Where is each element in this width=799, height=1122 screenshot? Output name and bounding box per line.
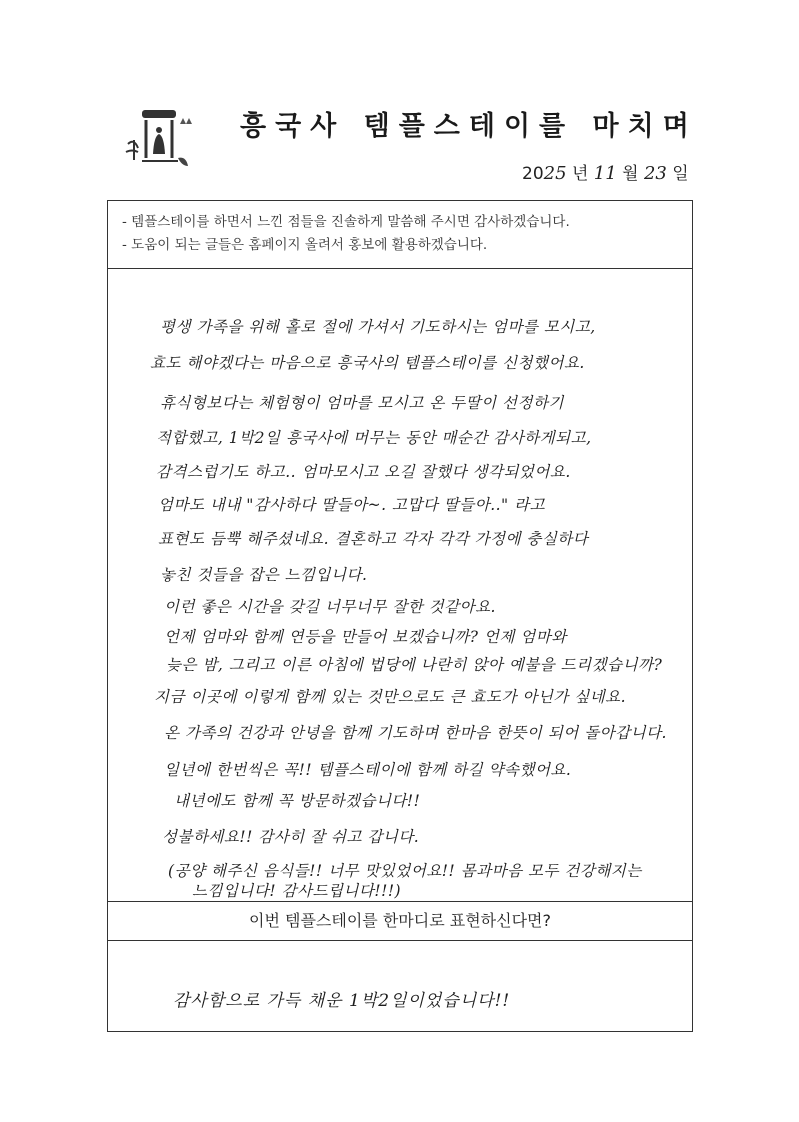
review-line: 휴식형보다는 체험형이 엄마를 모시고 온 두딸이 선정하기 bbox=[160, 394, 564, 412]
review-line: 언제 엄마와 함께 연등을 만들어 보겠습니까? 언제 엄마와 bbox=[164, 628, 567, 646]
review-line: 느낌입니다! 감사드립니다!!!) bbox=[192, 882, 402, 900]
review-form bbox=[107, 200, 693, 1032]
instructions bbox=[108, 201, 692, 269]
date-month: 11 bbox=[593, 163, 617, 184]
review-line: (공양 해주신 음식들!! 너무 맛있었어요!! 몸과마음 모두 건강해지는 bbox=[168, 862, 642, 880]
month-label: 월 bbox=[622, 164, 639, 184]
page-title: 흥국사 템플스테이를 마치며 bbox=[240, 111, 698, 142]
review-line: 온 가족의 건강과 안녕을 함께 기도하며 한마음 한뜻이 되어 돌아갑니다. bbox=[164, 724, 667, 742]
day-label: 일 bbox=[672, 164, 689, 184]
summary-answer: 감사함으로 가득 채운 1박2일이었습니다!! bbox=[173, 991, 511, 1011]
review-line: 감격스럽기도 하고.. 엄마모시고 오길 잘했다 생각되었어요. bbox=[156, 463, 571, 481]
year-label: 년 bbox=[571, 164, 589, 184]
review-line: 놓친 것들을 잡은 느낌입니다. bbox=[160, 566, 368, 584]
date: 2025 년 11 월 23 일 bbox=[522, 163, 689, 184]
instruction-line: - 템플스테이를 하면서 느낀 점들을 진솔하게 말씀해 주시면 감사하겠습니다. bbox=[122, 214, 570, 230]
handwritten-review bbox=[108, 269, 692, 901]
summary-question: 이번 템플스테이를 한마디로 표현하신다면? bbox=[108, 901, 692, 941]
temple-buddha-logo-icon bbox=[118, 104, 198, 174]
review-line: 표현도 듬뿍 해주셨네요. 결혼하고 각자 각각 가정에 충실하다 bbox=[158, 530, 589, 548]
review-line: 효도 해야겠다는 마음으로 흥국사의 템플스테이를 신청했어요. bbox=[150, 354, 585, 372]
review-line: 이런 좋은 시간을 갖길 너무너무 잘한 것같아요. bbox=[164, 598, 496, 616]
review-line: 성불하세요!! 감사히 잘 쉬고 갑니다. bbox=[162, 828, 420, 846]
review-line: 내년에도 함께 꼭 방문하겠습니다!! bbox=[174, 792, 421, 810]
review-line: 적합했고, 1박2일 흥국사에 머무는 동안 매순간 감사하게되고, bbox=[156, 429, 592, 447]
date-year-handwritten: 25 bbox=[543, 163, 567, 184]
review-line: 늦은 밤, 그리고 이른 아침에 법당에 나란히 앉아 예불을 드리겠습니까? bbox=[166, 656, 663, 674]
review-line: 엄마도 내내 "감사하다 딸들아~. 고맙다 딸들아.." 라고 bbox=[158, 496, 546, 514]
instruction-line: - 도움이 되는 글들은 홈페이지 올려서 홍보에 활용하겠습니다. bbox=[122, 237, 488, 253]
date-day: 23 bbox=[643, 163, 667, 184]
review-line: 평생 가족을 위해 홀로 절에 가셔서 기도하시는 엄마를 모시고, bbox=[160, 318, 596, 336]
review-line: 지금 이곳에 이렇게 함께 있는 것만으로도 큰 효도가 아닌가 싶네요. bbox=[154, 688, 627, 706]
review-line: 일년에 한번씩은 꼭!! 템플스테이에 함께 하길 약속했어요. bbox=[164, 761, 572, 779]
